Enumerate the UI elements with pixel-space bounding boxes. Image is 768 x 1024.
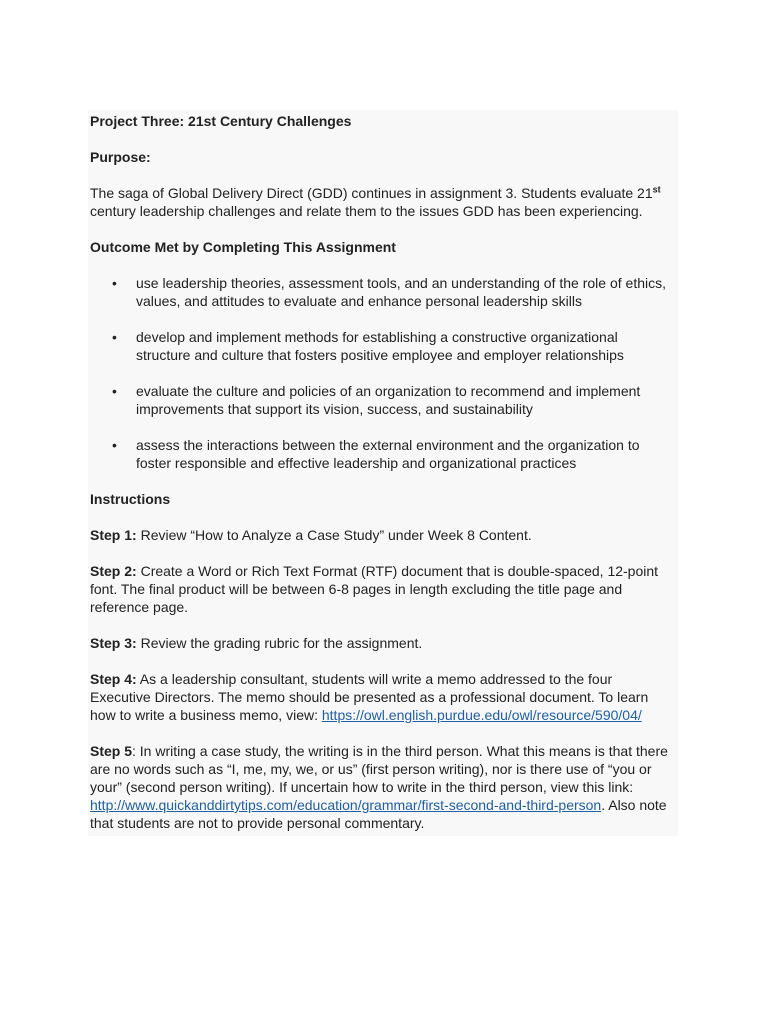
step-4-text: As a leadership consultant, students will write a memo addressed to the four Executive Directors. The memo should be presented as a professional document. To learn how to write a business memo, view: <box>90 671 649 723</box>
step-4-label: Step 4: <box>90 671 137 687</box>
step-3-text: Review the grading rubric for the assignment. <box>136 635 423 651</box>
purdue-owl-link[interactable]: https://owl.english.purdue.edu/owl/resource/590/04/ <box>321 707 642 723</box>
step-3-label: Step 3: <box>90 635 137 651</box>
outcome-text: assess the interactions between the external environment and the organization to foster responsible and effective leadership and organizational practices <box>136 437 640 471</box>
outcome-item <box>90 436 676 472</box>
purpose-heading: Purpose: <box>90 149 151 165</box>
outcome-item <box>90 382 676 418</box>
step-1 <box>90 526 676 544</box>
document-title: Project Three: 21st Century Challenges <box>90 113 352 129</box>
bullet-icon: • <box>112 383 117 399</box>
outcome-text: evaluate the culture and policies of an organization to recommend and implement improvements that support its vision, success, and sustainability <box>136 383 641 417</box>
purpose-text <box>90 184 676 220</box>
outcome-text: use leadership theories, assessment tools, and an understanding of the role of ethics, values, and attitudes to evaluate and enhance personal leadership skills <box>136 275 666 309</box>
purpose-text-part2: century leadership challenges and relate them to the issues GDD has been experiencing. <box>90 203 643 219</box>
purpose-text-part1: The saga of Global Delivery Direct (GDD) continues in assignment 3. Students evaluate 21 <box>90 185 653 201</box>
bullet-icon: • <box>112 329 117 345</box>
step-5-label: Step 5 <box>90 743 133 759</box>
bullet-icon: • <box>112 437 117 453</box>
purpose-superscript: st <box>652 184 661 195</box>
bullet-icon: • <box>112 275 117 291</box>
document-content <box>88 110 678 836</box>
step-1-label: Step 1: <box>90 527 137 543</box>
step-1-text: Review “How to Analyze a Case Study” under Week 8 Content. <box>136 527 532 543</box>
step-2 <box>90 562 676 616</box>
step-5-text-end: . Also note that students are not to provide personal commentary. <box>90 797 667 831</box>
outcome-item <box>90 328 676 364</box>
instructions-heading: Instructions <box>90 491 171 507</box>
step-2-text: Create a Word or Rich Text Format (RTF) document that is double-spaced, 12-point font. The final product will be between 6-8 pages in length excluding the title page and reference page. <box>90 563 659 615</box>
step-2-label: Step 2: <box>90 563 137 579</box>
outcomes-list <box>90 274 676 472</box>
step-5 <box>90 742 676 832</box>
step-4 <box>90 670 676 724</box>
outcomes-heading: Outcome Met by Completing This Assignment <box>90 239 396 255</box>
step-3 <box>90 634 676 652</box>
step-5-text: : In writing a case study, the writing is in the third person. What this means is that there are no words such as “I, me, my, we, or us” (first person writing), nor is there use of “you or your” (second person writing). If uncertain how to write in the third person, view this link: <box>90 743 668 795</box>
outcome-text: develop and implement methods for establishing a constructive organizational structure and culture that fosters positive employee and employer relationships <box>136 329 624 363</box>
outcome-item <box>90 274 676 310</box>
grammar-tips-link[interactable]: http://www.quickanddirtytips.com/education/grammar/first-second-and-third-person <box>90 797 602 813</box>
